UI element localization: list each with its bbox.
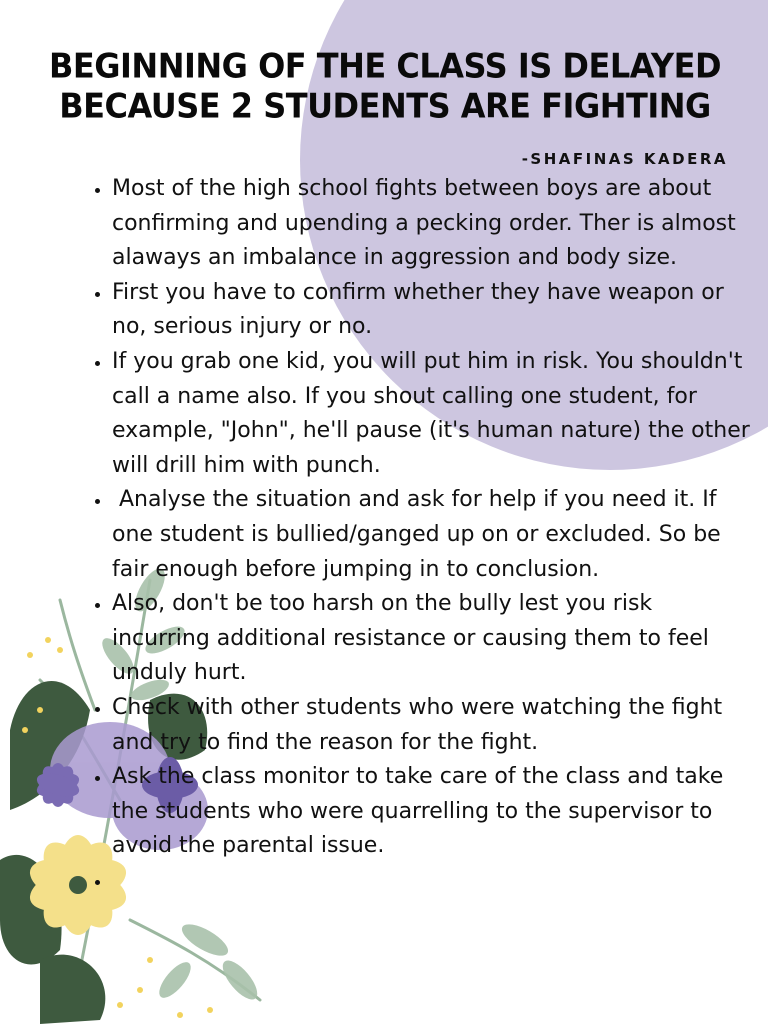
- list-item: • Analyse the situation and ask for help if you need it. If one student is bullied/ganged up on or excluded. So be fair enough before jumping in to conclusion.: [112, 483, 752, 587]
- title-line-2: BECAUSE 2 STUDENTS ARE FIGHTING: [59, 86, 711, 126]
- author-credit: -SHAFINAS KADERA: [521, 150, 728, 168]
- list-item: • Most of the high school fights between boys are about confirming and upending a pecking order. Ther is almost alaways an imbalance in aggression and body size.: [112, 172, 752, 276]
- title-line-1: BEGINNING OF THE CLASS IS DELAYED: [48, 46, 722, 86]
- empty-list-item: [112, 864, 752, 899]
- tips-list: [84, 172, 752, 898]
- list-item: • Check with other students who were watching the fight and try to find the reason for the fight.: [112, 691, 752, 760]
- list-item: • If you grab one kid, you will put him in risk. You shouldn't call a name also. If you shout calling one student, for example, "John", he'll pause (it's human nature) the other will drill him with punch.: [112, 345, 752, 483]
- list-item: • First you have to confirm whether they have weapon or no, serious injury or no.: [112, 276, 752, 345]
- list-item: • Also, don't be too harsh on the bully lest you risk incurring additional resistance or causing them to feel unduly hurt.: [112, 587, 752, 691]
- list-item: • Ask the class monitor to take care of the class and take the students who were quarrelling to the supervisor to avoid the parental issue.: [112, 760, 752, 864]
- page-title: [40, 46, 730, 126]
